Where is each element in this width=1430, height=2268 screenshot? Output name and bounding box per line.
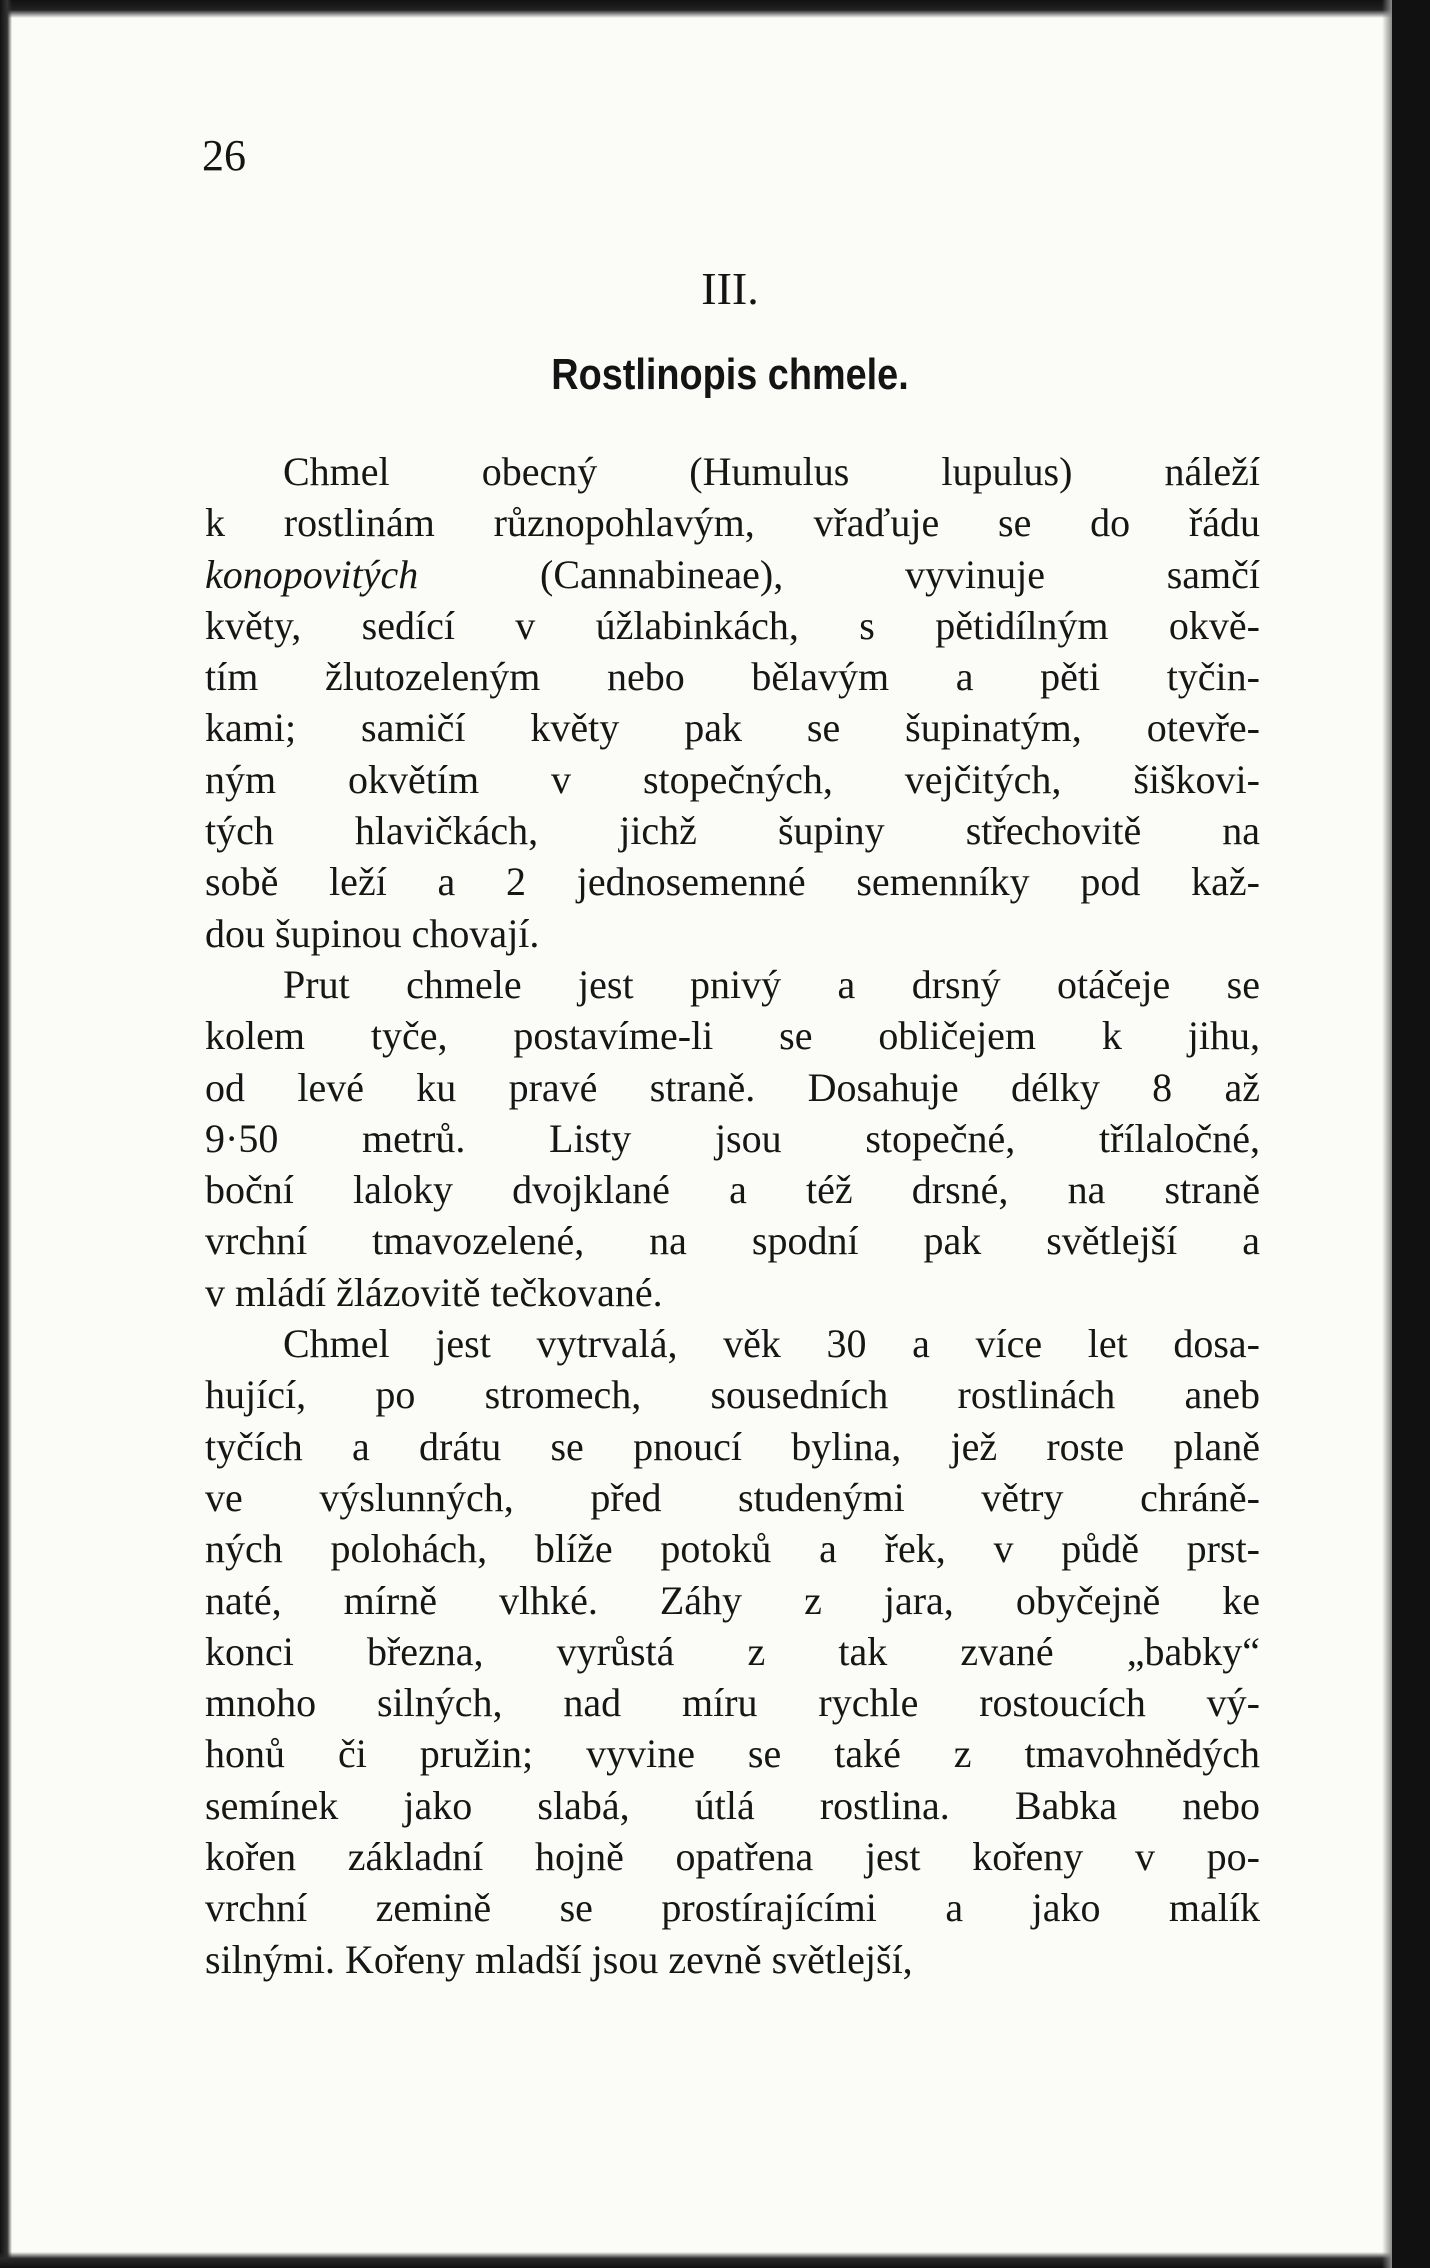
text-line: vrchní zemině se prostírajícími a jako malík	[205, 1885, 1260, 1931]
text-line: mnoho silných, nad míru rychle rostoucích vý-	[205, 1680, 1260, 1726]
text-line: naté, mírně vlhké. Záhy z jara, obyčejně ke	[205, 1577, 1260, 1623]
text-line: dou šupinou chovají.	[205, 910, 540, 956]
text-line: k rostlinám různopohlavým, vřaďuje se do řádu	[205, 500, 1260, 546]
scan-shadow-right	[1382, 0, 1392, 2268]
text-line: vrchní tmavozelené, na spodní pak světlejší a	[205, 1218, 1260, 1264]
body-text	[205, 446, 1260, 1985]
text-line: tyčích a drátu se pnoucí bylina, jež roste planě	[205, 1423, 1260, 1469]
text-line: silnými. Kořeny mladší jsou zevně světlejší,	[205, 1936, 913, 1982]
text-line: kolem tyče, postavíme-li se obličejem k jihu,	[205, 1013, 1260, 1059]
text-line	[205, 549, 1260, 600]
scan-border-right	[1392, 0, 1430, 2268]
text-line: Prut chmele jest pnivý a drsný otáčeje se	[283, 961, 1260, 1007]
text-line: Chmel jest vytrvalá, věk 30 a více let dosa-	[283, 1321, 1260, 1367]
paragraph	[205, 446, 1260, 959]
chapter-number: III.	[701, 263, 759, 314]
text-line: semínek jako slabá, útlá rostlina. Babka nebo	[205, 1782, 1260, 1828]
page-number: 26	[202, 131, 246, 180]
text-line: ným okvětím v stopečných, vejčitých, šiškovi-	[205, 756, 1260, 802]
text-line: boční laloky dvojklané a též drsné, na straně	[205, 1167, 1260, 1213]
chapter-title: Rostlinopis chmele.	[551, 350, 909, 399]
text-line: Chmel obecný (Humulus lupulus) náleží	[283, 449, 1260, 494]
text-line: květy, sedící v úžlabinkách, s pětidílným okvě-	[205, 602, 1260, 648]
text-line: kořen základní hojně opatřena jest kořeny v po-	[205, 1834, 1260, 1880]
text-line: tých hlavičkách, jichž šupiny střechovitě na	[205, 808, 1260, 854]
text-line: v mládí žlázovitě tečkované.	[205, 1269, 663, 1315]
scan-border-bottom	[0, 2252, 1430, 2268]
italic-term: konopovitých	[205, 551, 419, 597]
text-line: tím žlutozeleným nebo bělavým a pěti tyčin-	[205, 654, 1260, 700]
text-line: od levé ku pravé straně. Dosahuje délky 8 až	[205, 1064, 1260, 1110]
text-line: ve výslunných, před studenými větry chráně-	[205, 1474, 1260, 1520]
scan-border-top	[0, 0, 1430, 18]
text-line: hující, po stromech, sousedních rostlinách aneb	[205, 1372, 1260, 1418]
text-line: kami; samičí květy pak se šupinatým, otevře-	[205, 705, 1260, 751]
text-segment: (Cannabineae), vyvinuje samčí	[418, 551, 1260, 597]
text-line: sobě leží a 2 jednosemenné semenníky pod kaž-	[205, 859, 1260, 905]
text-line: honů či pružin; vyvine se také z tmavohnědých	[205, 1731, 1260, 1777]
text-line: ných polohách, blíže potoků a řek, v půdě prst-	[205, 1526, 1260, 1572]
paragraph	[205, 1318, 1260, 1985]
paragraph	[205, 959, 1260, 1318]
text-line: 9·50 metrů. Listy jsou stopečné, třílaločné,	[205, 1115, 1260, 1161]
text-line: konci března, vyrůstá z tak zvané „babky“	[205, 1628, 1260, 1674]
scan-border-left	[0, 0, 12, 2268]
